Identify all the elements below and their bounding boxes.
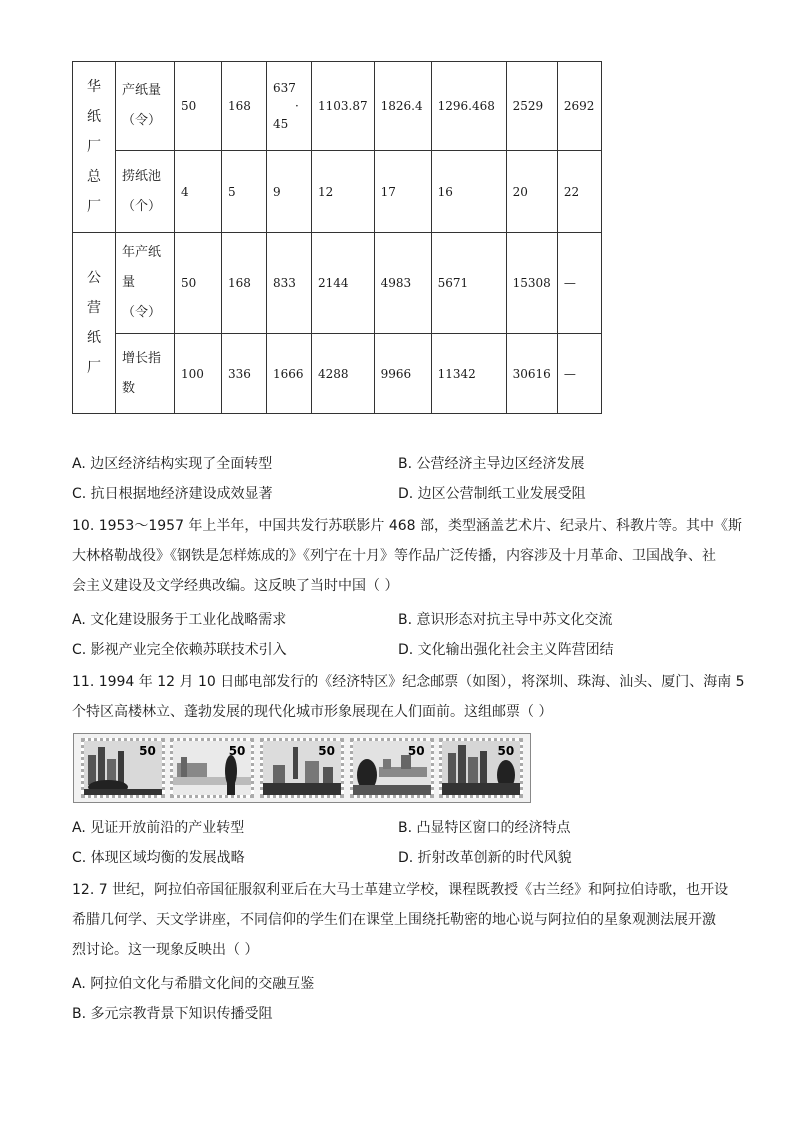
table-cell: 4983 [374,233,431,334]
q12-option-b[interactable]: B. 多元宗教背景下知识传播受阻 [72,1006,273,1022]
q11-stem-line: 11. 1994 年 12 月 10 日邮电部发行的《经济特区》纪念邮票（如图），将深圳、珠海、汕头、厦门、海南 5 [72,674,745,690]
group-label-gongying: 公 营 纸 厂 [73,233,116,414]
group-label-huazhi: 华 纸 厂 总 厂 [73,62,116,233]
table-cell: 4288 [312,334,375,414]
q10-option-b[interactable]: B. 意识形态对抗主导中苏文化交流 [398,612,613,628]
table-cell: 11342 [431,334,506,414]
stamp-denomination: 50 [139,744,156,758]
table-cell: 50 [175,62,222,151]
table-cell: 9966 [374,334,431,414]
table-cell: 20 [506,151,557,233]
table-cell: 1666 [267,334,312,414]
q9-option-c[interactable]: C. 抗日根据地经济建设成效显著 [72,486,273,502]
table-cell: 1103.87 [312,62,375,151]
table-cell: — [557,334,601,414]
q11-option-a[interactable]: A. 见证开放前沿的产业转型 [72,820,245,836]
table-cell: 2529 [506,62,557,151]
table-cell: 168 [222,62,267,151]
q9-option-a[interactable]: A. 边区经济结构实现了全面转型 [72,456,273,472]
q10-stem-line: 大林格勒战役》《钢铁是怎样炼成的》《列宁在十月》等作品广泛传播，内容涉及十月革命、卫国战争、社 [72,548,716,564]
table-cell: 5671 [431,233,506,334]
table-cell: 16 [431,151,506,233]
table-cell: 833 [267,233,312,334]
table-cell: 5 [222,151,267,233]
q9-option-d[interactable]: D. 边区公营制纸工业发展受阻 [398,486,586,502]
q11-option-b[interactable]: B. 凸显特区窗口的经济特点 [398,820,571,836]
table-cell: 2692 [557,62,601,151]
q11-stem-line: 个特区高楼林立、蓬勃发展的现代化城市形象展现在人们面前。这组邮票（ ） [72,704,553,720]
q10-stem-line: 会主义建设及文学经典改编。这反映了当时中国（ ） [72,578,399,594]
table-cell: 336 [222,334,267,414]
table-cell: 30616 [506,334,557,414]
q10-option-d[interactable]: D. 文化输出强化社会主义阵营团结 [398,642,614,658]
q10-option-a[interactable]: A. 文化建设服务于工业化战略需求 [72,612,287,628]
table-cell: 2144 [312,233,375,334]
row-label: 年产纸 量 （令） [116,233,175,334]
q10-stem-line: 10. 1953～1957 年上半年，中国共发行苏联影片 468 部，类型涵盖艺术片、纪录片、科教片等。其中《斯 [72,518,743,534]
stamp-denomination: 50 [497,744,515,758]
table-cell: 50 [175,233,222,334]
table-cell: 9 [267,151,312,233]
stamp-denomination: 50 [228,744,246,758]
paper-mill-table [72,61,602,414]
row-label: 捞纸池 （个） [116,151,175,233]
table-cell-split: 637 · 45 [267,62,312,151]
stamp-shantou [260,738,344,798]
table-cell: 4 [175,151,222,233]
q12-stem-line: 12. 7 世纪，阿拉伯帝国征服叙利亚后在大马士革建立学校，课程既教授《古兰经》和阿拉伯诗歌，也开设 [72,882,729,898]
stamp-zhuhai [170,738,254,798]
table-cell: 15308 [506,233,557,334]
stamp-shenzhen [81,738,165,798]
stamp-denomination: 50 [318,744,335,758]
table-cell: 1296.468 [431,62,506,151]
q12-option-a[interactable]: A. 阿拉伯文化与希腊文化间的交融互鉴 [72,976,315,992]
table-cell: 1826.4 [374,62,431,151]
q11-option-c[interactable]: C. 体现区域均衡的发展战略 [72,850,245,866]
table-cell: 100 [175,334,222,414]
stamp-xiamen [350,738,434,798]
table-cell: — [557,233,601,334]
q9-option-b[interactable]: B. 公营经济主导边区经济发展 [398,456,585,472]
table-cell: 22 [557,151,601,233]
stamp-set-image [73,733,531,803]
q10-option-c[interactable]: C. 影视产业完全依赖苏联技术引入 [72,642,287,658]
stamp-denomination: 50 [407,744,425,758]
table-row [73,151,602,233]
table-cell: 12 [312,151,375,233]
stamp-hainan [439,738,523,798]
table-row [73,233,602,334]
row-label: 增长指 数 [116,334,175,414]
q12-stem-line: 烈讨论。这一现象反映出（ ） [72,942,259,958]
q12-stem-line: 希腊几何学、天文学讲座，不同信仰的学生们在课堂上围绕托勒密的地心说与阿拉伯的星象观测法展开激 [72,912,716,928]
table-row [73,62,602,151]
row-label: 产纸量 （令） [116,62,175,151]
table-cell: 168 [222,233,267,334]
q11-option-d[interactable]: D. 折射改革创新的时代风貌 [398,850,572,866]
table-row [73,334,602,414]
table-cell: 17 [374,151,431,233]
